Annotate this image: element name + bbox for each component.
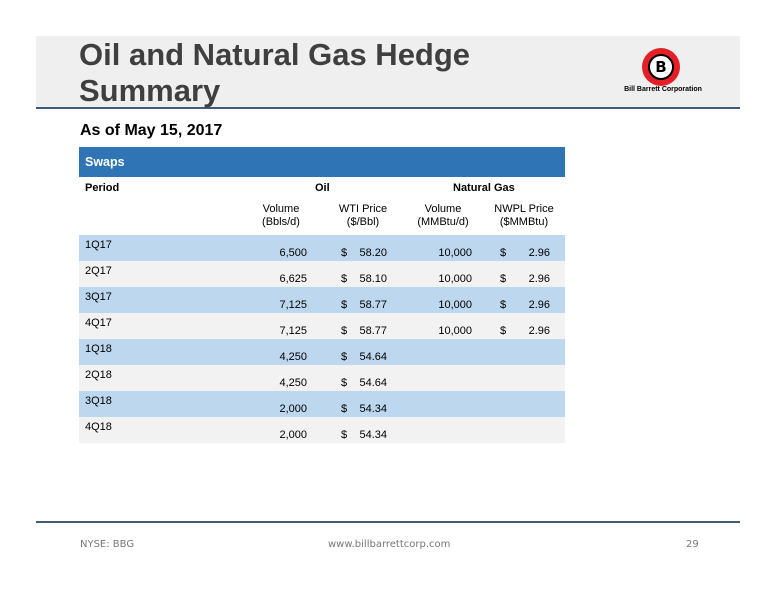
- wti-price-header-line2: ($/Bbl): [346, 216, 380, 228]
- oil-dollar-sign: $: [341, 351, 348, 363]
- slide-title-line-1: Oil and Natural Gas Hedge: [79, 37, 471, 72]
- oil-price-cell: 54.64: [359, 377, 387, 389]
- gas-volume-header: [411, 203, 475, 229]
- gas-dollar-sign: $: [500, 325, 507, 337]
- wti-price-header-line1: WTI Price: [338, 203, 388, 215]
- oil-price-cell: 54.34: [359, 403, 387, 415]
- gas-volume-cell: 10,000: [438, 273, 472, 285]
- oil-volume-header-line2: (Bbls/d): [262, 216, 300, 228]
- slide-title: [79, 37, 549, 109]
- oil-dollar-sign: $: [341, 377, 348, 389]
- gas-price-cell: 2.96: [528, 299, 550, 311]
- oil-volume-cell: 2,000: [279, 429, 307, 441]
- oil-price-cell: 58.10: [359, 273, 387, 285]
- oil-volume-header-line1: Volume: [262, 203, 300, 215]
- footer-website: www.billbarrettcorp.com: [328, 539, 451, 550]
- oil-dollar-sign: $: [341, 403, 348, 415]
- gas-price-cell: 2.96: [528, 325, 550, 337]
- table-section-header: Swaps: [79, 147, 565, 177]
- gas-volume-cell: 10,000: [438, 325, 472, 337]
- oil-volume-cell: 7,125: [279, 325, 307, 337]
- period-cell: 2Q17: [85, 265, 112, 277]
- oil-price-cell: 54.64: [359, 351, 387, 363]
- footer-ticker: NYSE: BBG: [80, 539, 135, 550]
- natural-gas-header: Natural Gas: [453, 182, 515, 194]
- oil-dollar-sign: $: [341, 299, 348, 311]
- oil-price-cell: 58.20: [359, 247, 387, 259]
- gas-volume-header-line1: Volume: [424, 203, 462, 215]
- oil-volume-cell: 7,125: [279, 299, 307, 311]
- period-cell: 2Q18: [85, 369, 112, 381]
- oil-dollar-sign: $: [341, 247, 348, 259]
- table-row: [79, 365, 565, 391]
- period-cell: 1Q17: [85, 239, 112, 251]
- oil-price-cell: 58.77: [359, 299, 387, 311]
- gas-dollar-sign: $: [500, 299, 507, 311]
- period-cell: 1Q18: [85, 343, 112, 355]
- oil-volume-cell: 4,250: [279, 377, 307, 389]
- gas-price-cell: 2.96: [528, 247, 550, 259]
- hedge-table: [79, 147, 565, 443]
- oil-dollar-sign: $: [341, 325, 348, 337]
- table-row: [79, 391, 565, 417]
- logo-inner-circle: [648, 54, 674, 80]
- company-logo: [618, 46, 708, 96]
- gas-volume-cell: 10,000: [438, 247, 472, 259]
- logo-company-name: Bill Barrett Corporation: [624, 86, 702, 93]
- period-cell: 4Q18: [85, 421, 112, 433]
- oil-dollar-sign: $: [341, 429, 348, 441]
- table-row: [79, 339, 565, 365]
- period-header: Period: [85, 182, 120, 194]
- period-cell: 4Q17: [85, 317, 112, 329]
- oil-volume-cell: 6,625: [279, 273, 307, 285]
- table-row: [79, 313, 565, 339]
- nwpl-price-header-line1: NWPL Price: [494, 203, 554, 215]
- logo-circle-icon: [642, 48, 680, 86]
- table-row: [79, 417, 565, 443]
- nwpl-price-header-line2: ($MMBtu): [499, 216, 549, 228]
- slide-title-line-2: Summary: [79, 73, 221, 108]
- gas-dollar-sign: $: [500, 247, 507, 259]
- oil-volume-cell: 6,500: [279, 247, 307, 259]
- gas-volume-header-line2: (MMBtu/d): [417, 216, 469, 228]
- table-row: [79, 287, 565, 313]
- oil-volume-cell: 2,000: [279, 403, 307, 415]
- as-of-date: As of May 15, 2017: [80, 122, 223, 139]
- logo-letter: B: [655, 58, 667, 76]
- table-row: [79, 261, 565, 287]
- gas-dollar-sign: $: [500, 273, 507, 285]
- period-cell: 3Q17: [85, 291, 112, 303]
- oil-price-cell: 58.77: [359, 325, 387, 337]
- column-group-header-row: [79, 177, 565, 199]
- oil-volume-cell: 4,250: [279, 351, 307, 363]
- wti-price-header: [329, 203, 397, 229]
- gas-volume-cell: 10,000: [438, 299, 472, 311]
- oil-header: Oil: [315, 182, 330, 194]
- oil-price-cell: 54.34: [359, 429, 387, 441]
- nwpl-price-header: [489, 203, 559, 229]
- page-number: 29: [686, 539, 699, 550]
- period-cell: 3Q18: [85, 395, 112, 407]
- oil-volume-header: [249, 203, 313, 229]
- oil-dollar-sign: $: [341, 273, 348, 285]
- footer-divider: [36, 521, 740, 523]
- table-row: [79, 235, 565, 261]
- gas-price-cell: 2.96: [528, 273, 550, 285]
- column-subheader-row: [79, 199, 565, 235]
